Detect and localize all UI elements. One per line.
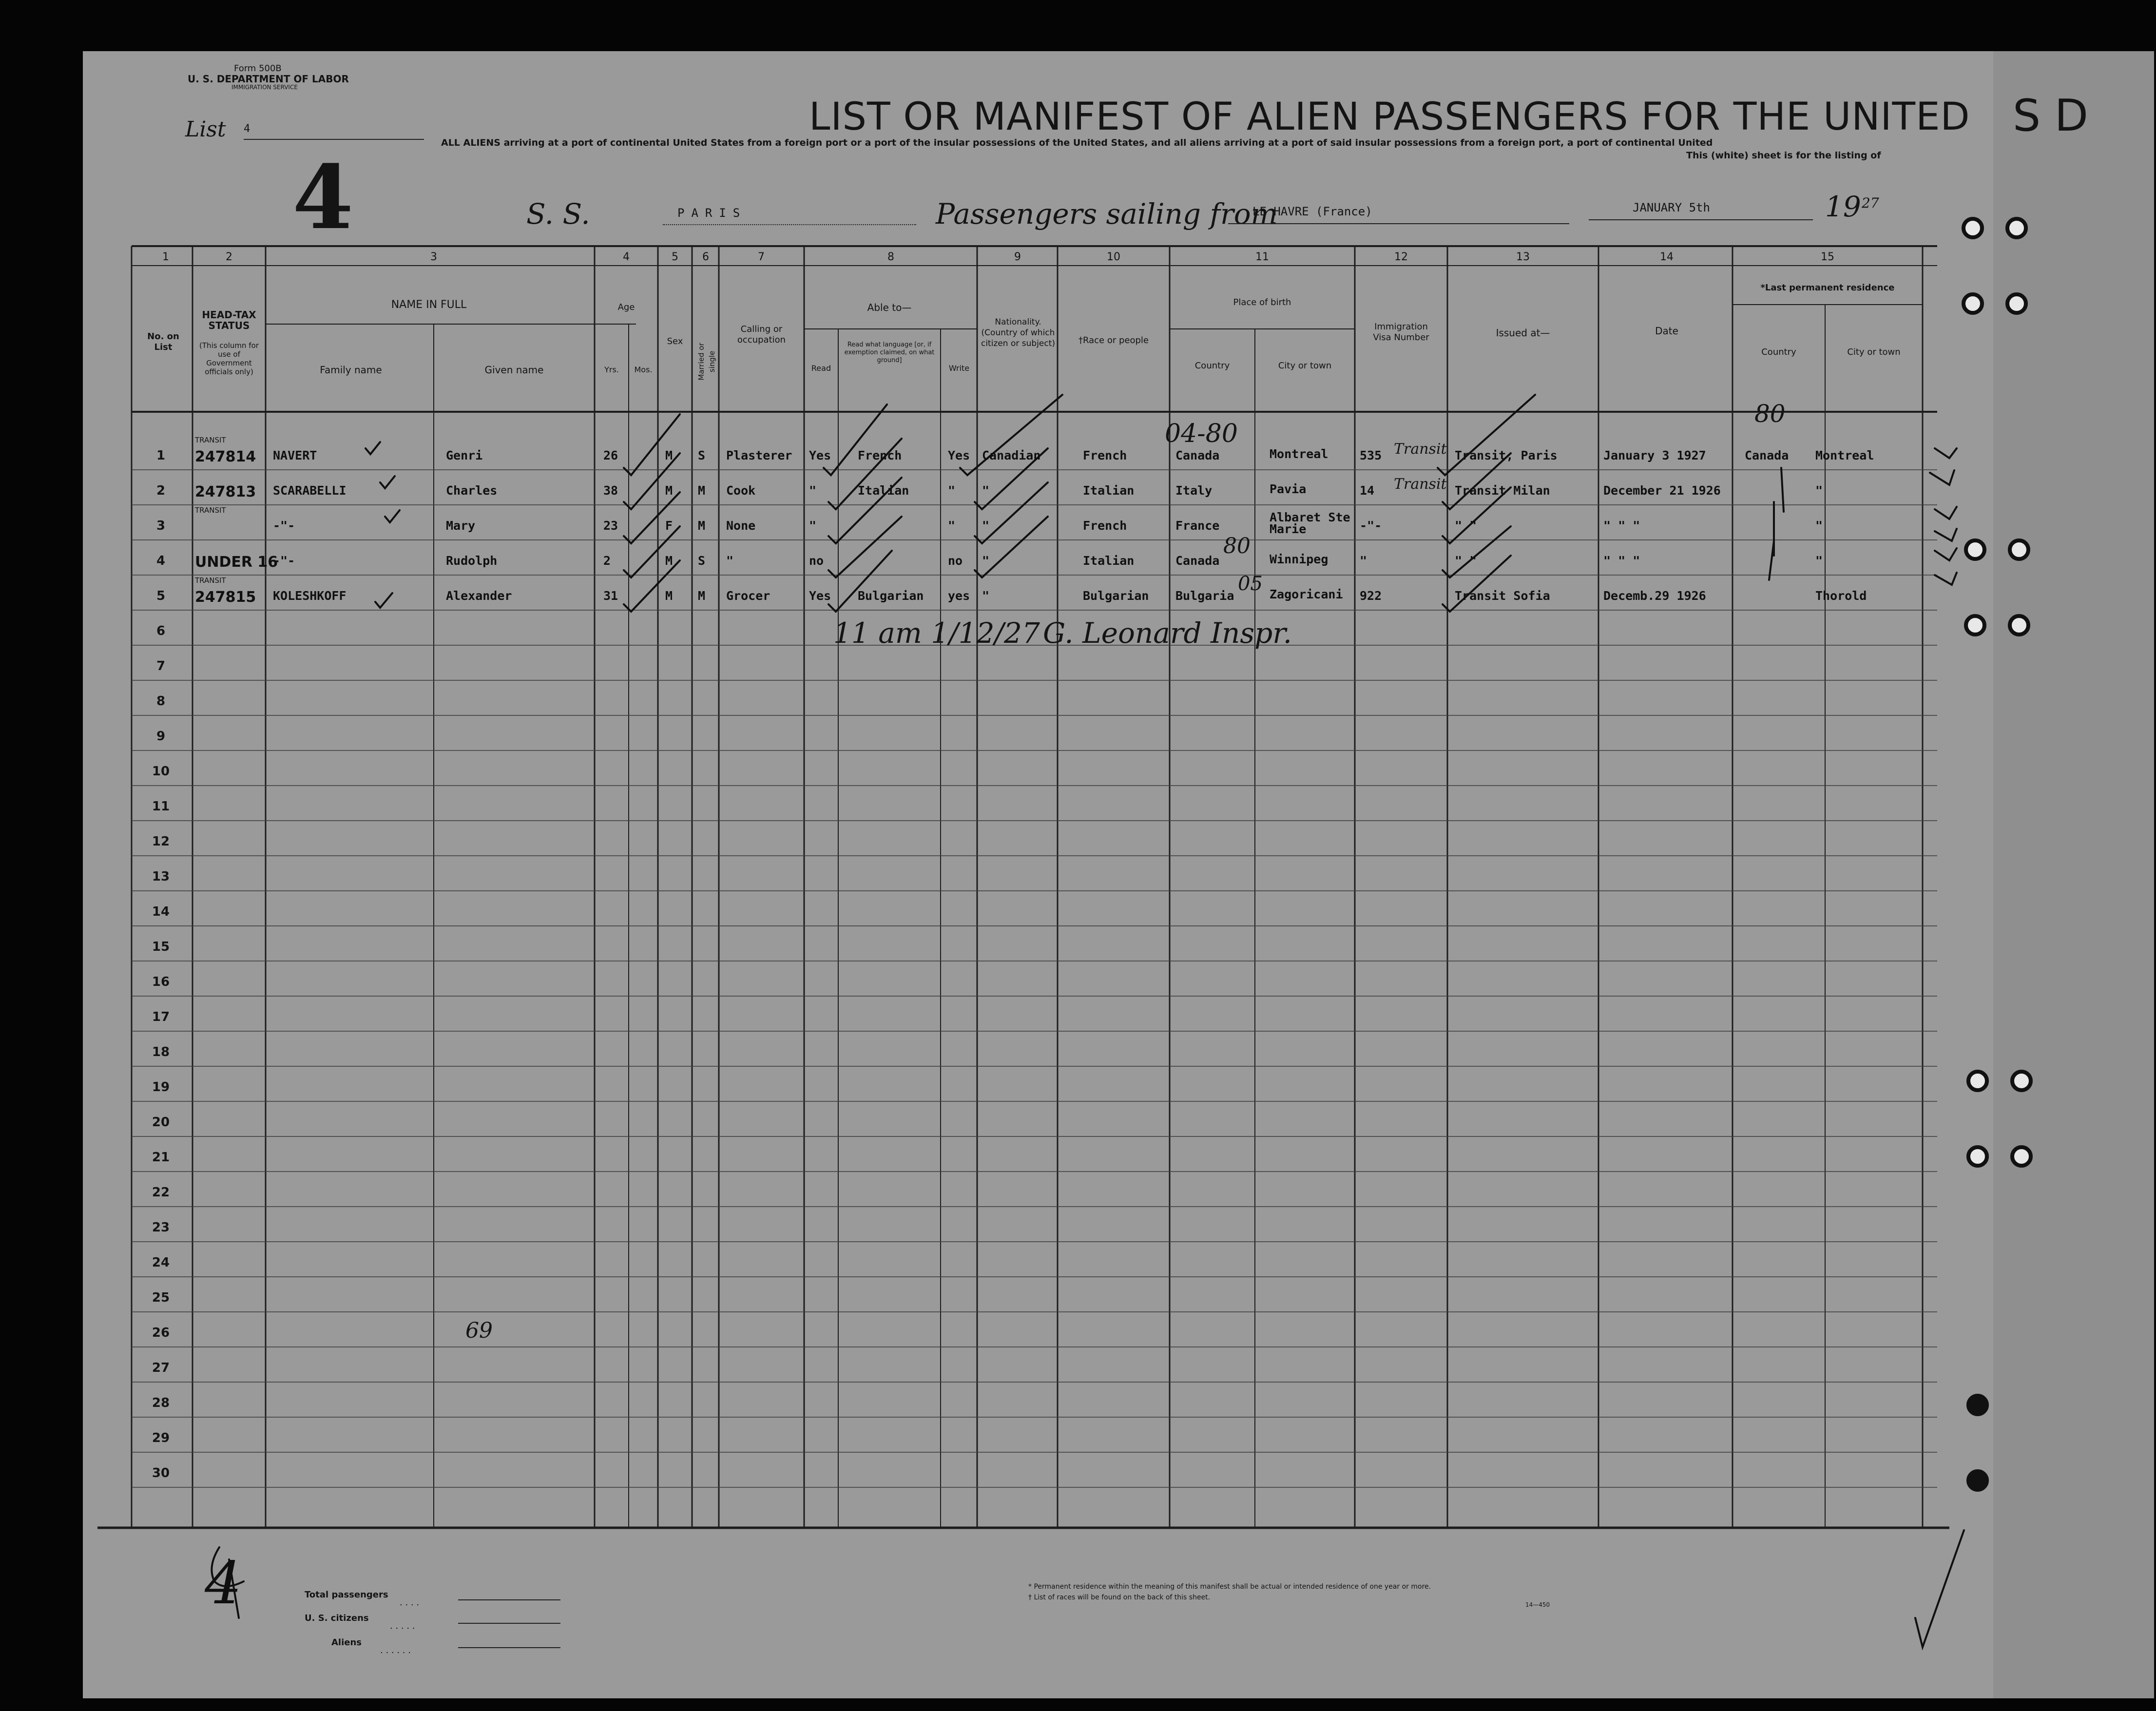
handwritten-mark-69: 69 bbox=[465, 1318, 493, 1343]
passenger-birth-city: Winnipeg bbox=[1270, 552, 1328, 566]
passenger-tax-stamp: TRANSIT bbox=[195, 576, 226, 585]
passenger-sex: F bbox=[665, 519, 673, 533]
binding-hole bbox=[1962, 292, 1984, 315]
passenger-yrs: 23 bbox=[603, 519, 618, 533]
header-nationality: Nationality. (Country of which citizen or subject) bbox=[981, 317, 1056, 348]
header-residence-city: City or town bbox=[1847, 347, 1901, 357]
ship-name: PARIS bbox=[677, 206, 747, 220]
passenger-given: Rudolph bbox=[446, 554, 498, 568]
row-number: 21 bbox=[152, 1150, 170, 1165]
footer-total-passengers-line bbox=[458, 1599, 560, 1600]
row-number: 10 bbox=[152, 764, 170, 779]
passenger-res-country: Canada bbox=[1745, 448, 1789, 462]
passenger-read: no bbox=[809, 554, 824, 568]
department-label: U. S. DEPARTMENT OF LABOR bbox=[188, 73, 349, 85]
passenger-birth-country: France bbox=[1175, 519, 1220, 533]
header-name-in-full: NAME IN FULL bbox=[391, 299, 467, 311]
passenger-birth-country: Canada bbox=[1175, 448, 1220, 462]
passenger-ms: M bbox=[698, 483, 706, 498]
header-read: Read bbox=[811, 364, 831, 373]
passenger-language: French bbox=[858, 448, 902, 462]
passenger-family: SCARABELLI bbox=[273, 483, 346, 498]
passenger-race: French bbox=[1083, 519, 1127, 533]
passenger-read: " bbox=[809, 483, 817, 498]
passenger-read: Yes bbox=[809, 589, 831, 603]
row-number: 7 bbox=[156, 659, 166, 673]
footer-dots-1: . . . . bbox=[400, 1597, 420, 1608]
row-number: 6 bbox=[156, 624, 166, 638]
passenger-race: Italian bbox=[1083, 483, 1135, 498]
row-number: 16 bbox=[152, 975, 170, 989]
passenger-occupation: Cook bbox=[726, 483, 756, 498]
header-age-years: Yrs. bbox=[604, 365, 619, 374]
passenger-nationality: " bbox=[982, 483, 990, 498]
binding-hole bbox=[2010, 1070, 2033, 1092]
passenger-res-city: " bbox=[1815, 519, 1823, 533]
binding-hole bbox=[1966, 1469, 1989, 1492]
year-suffix: 27 bbox=[1862, 195, 1879, 211]
passenger-birth-city: Montreal bbox=[1270, 447, 1328, 461]
header-immigration-visa-number: Immigration Visa Number bbox=[1373, 322, 1429, 343]
passenger-res-city: Thorold bbox=[1815, 589, 1867, 603]
adjacent-page-title-fragment: S D bbox=[2013, 90, 2089, 141]
handwritten-corner-4: 4 bbox=[205, 1550, 242, 1617]
header-place-of-birth: Place of birth bbox=[1233, 297, 1291, 308]
passenger-language: Bulgarian bbox=[858, 589, 924, 603]
passenger-date: " " " bbox=[1603, 554, 1640, 568]
footer-note-permanent-residence: * Permanent residence within the meaning of this manifest shall be actual or intended residence of one year or more. bbox=[1028, 1583, 1431, 1591]
manifest-page-number: 4 bbox=[292, 146, 354, 249]
passenger-sex: M bbox=[665, 589, 673, 603]
row-number: 20 bbox=[152, 1115, 170, 1130]
header-age-months: Mos. bbox=[634, 365, 653, 374]
footer-print-code: 14—450 bbox=[1525, 1601, 1550, 1608]
header-given-name: Given name bbox=[484, 364, 544, 376]
footer-note-races: † List of races will be found on the back of this sheet. bbox=[1028, 1594, 1211, 1601]
binding-hole bbox=[1966, 1145, 1989, 1168]
header-family-name: Family name bbox=[320, 364, 382, 376]
passenger-birth-country: Canada bbox=[1175, 554, 1220, 568]
column-number-15: 15 bbox=[1821, 251, 1834, 263]
header-read-language: Read what language [or, if exemption claimed, on what ground] bbox=[844, 341, 935, 364]
passenger-issued: Transit Sofia bbox=[1455, 589, 1550, 603]
manifest-title: LIST OR MANIFEST OF ALIEN PASSENGERS FOR THE UNITED bbox=[809, 95, 1970, 139]
list-label: List bbox=[185, 117, 226, 142]
passenger-tax: 247813 bbox=[195, 483, 256, 500]
passenger-occupation: Plasterer bbox=[726, 448, 792, 462]
row-number: 30 bbox=[152, 1466, 170, 1480]
passenger-race: French bbox=[1083, 448, 1127, 462]
row-number: 12 bbox=[152, 834, 170, 849]
passenger-nationality: " bbox=[982, 589, 990, 603]
passenger-ms: S bbox=[698, 448, 706, 462]
column-number-5: 5 bbox=[672, 251, 678, 263]
row-number: 22 bbox=[152, 1185, 170, 1200]
passenger-given: Mary bbox=[446, 519, 476, 533]
header-write: Write bbox=[948, 364, 970, 373]
binding-hole bbox=[1962, 217, 1984, 239]
header-married-or-single: Married or single bbox=[697, 343, 716, 381]
passenger-ms: M bbox=[698, 589, 706, 603]
row-number: 28 bbox=[152, 1396, 170, 1410]
inspector-signature: G. Leonard Inspr. bbox=[1043, 616, 1292, 650]
passenger-given: Alexander bbox=[446, 589, 512, 603]
passenger-sex: M bbox=[665, 483, 673, 498]
header-race-or-people: †Race or people bbox=[1078, 335, 1149, 346]
form-number: Form 500B bbox=[234, 63, 282, 74]
footer-aliens-line bbox=[458, 1647, 560, 1648]
passenger-write: no bbox=[948, 554, 963, 568]
column-number-13: 13 bbox=[1516, 251, 1530, 263]
manifest-subtitle-line1: ALL ALIENS arriving at a port of continental United States from a foreign port or a port of the insular possessions of the United States, and all aliens arriving at a port of said insular possessions from a foreign port, a port of continental United bbox=[441, 137, 1713, 148]
passenger-occupation: Grocer bbox=[726, 589, 770, 603]
passenger-no: 5 bbox=[156, 589, 166, 603]
header-sex: Sex bbox=[667, 336, 683, 346]
passenger-no: 2 bbox=[156, 483, 166, 498]
binding-hole bbox=[2005, 217, 2028, 239]
passenger-given: Genri bbox=[446, 448, 483, 462]
passenger-no: 4 bbox=[156, 554, 166, 568]
footer-us-citizens-line bbox=[458, 1623, 560, 1624]
list-value: 4 bbox=[244, 123, 250, 135]
manifest-subtitle-line2: This (white) sheet is for the listing of bbox=[1686, 150, 1881, 161]
header-last-permanent-residence: *Last permanent residence bbox=[1760, 283, 1895, 293]
column-number-11: 11 bbox=[1255, 251, 1269, 263]
header-birth-city: City or town bbox=[1278, 361, 1332, 371]
passenger-date: December 21 1926 bbox=[1603, 483, 1721, 498]
passenger-family: NAVERT bbox=[273, 448, 317, 462]
passenger-issued: Transit, Paris bbox=[1455, 448, 1558, 462]
handwritten-code-05: 05 bbox=[1238, 573, 1263, 595]
passenger-read: Yes bbox=[809, 448, 831, 462]
passenger-nationality: " bbox=[982, 554, 990, 568]
binding-hole bbox=[2010, 1145, 2033, 1168]
row-number: 24 bbox=[152, 1255, 170, 1270]
passenger-write: " bbox=[948, 519, 956, 533]
passenger-res-city: " bbox=[1815, 483, 1823, 498]
passenger-ms: S bbox=[698, 554, 706, 568]
binding-hole bbox=[2008, 538, 2030, 561]
handwritten-code-80-row4: 80 bbox=[1223, 534, 1251, 558]
passenger-issued: " " bbox=[1455, 554, 1477, 568]
passenger-date: January 3 1927 bbox=[1603, 448, 1706, 462]
header-issued-at: Issued at— bbox=[1496, 327, 1550, 339]
passenger-birth-country: Bulgaria bbox=[1175, 589, 1234, 603]
row-number: 26 bbox=[152, 1326, 170, 1340]
row-number: 15 bbox=[152, 940, 170, 954]
passenger-yrs: 26 bbox=[603, 448, 618, 462]
departure-port: LE HAVRE (France) bbox=[1252, 205, 1372, 218]
binding-hole bbox=[1966, 1070, 1989, 1092]
handwritten-time-note: 11 am 1/12/27 bbox=[833, 616, 1040, 650]
row-number: 14 bbox=[152, 904, 170, 919]
column-number-7: 7 bbox=[758, 251, 765, 263]
footer-aliens-label: Aliens bbox=[331, 1637, 362, 1648]
passenger-visa: -"- bbox=[1360, 519, 1382, 533]
sailing-from-label: Passengers sailing from bbox=[936, 197, 1278, 231]
header-age: Age bbox=[617, 302, 635, 312]
passenger-write: yes bbox=[948, 589, 970, 603]
passenger-ms: M bbox=[698, 519, 706, 533]
row-number: 18 bbox=[152, 1045, 170, 1059]
passenger-occupation: " bbox=[726, 554, 734, 568]
passenger-birth-country: Italy bbox=[1175, 483, 1213, 498]
passenger-nationality: " bbox=[982, 519, 990, 533]
row-number: 19 bbox=[152, 1080, 170, 1095]
column-number-6: 6 bbox=[702, 251, 709, 263]
column-number-1: 1 bbox=[162, 251, 169, 263]
passenger-yrs: 2 bbox=[603, 554, 611, 568]
passenger-language: Italian bbox=[858, 483, 909, 498]
column-number-8: 8 bbox=[887, 251, 894, 263]
passenger-write: Yes bbox=[948, 448, 970, 462]
binding-hole bbox=[1966, 1394, 1989, 1416]
footer-total-passengers-label: Total passengers bbox=[305, 1590, 388, 1600]
passenger-sex: M bbox=[665, 554, 673, 568]
year-prefix: 19 bbox=[1825, 190, 1861, 223]
passenger-visa: " bbox=[1360, 554, 1367, 568]
passenger-sex: M bbox=[665, 448, 673, 462]
ss-label: S. S. bbox=[526, 197, 590, 231]
passenger-date: " " " bbox=[1603, 519, 1640, 533]
passenger-date: Decemb.29 1926 bbox=[1603, 589, 1706, 603]
footer-dots-2: . . . . . bbox=[390, 1621, 415, 1631]
header-birth-country: Country bbox=[1194, 361, 1230, 371]
passenger-occupation: None bbox=[726, 519, 756, 533]
passenger-tax: UNDER 16 bbox=[195, 554, 278, 571]
passenger-family: -"- bbox=[273, 554, 295, 568]
passenger-visa: 535 bbox=[1360, 448, 1382, 462]
passenger-write: " bbox=[948, 483, 956, 498]
header-head-tax-status: HEAD-TAX STATUS bbox=[202, 309, 256, 331]
passenger-family: KOLESHKOFF bbox=[273, 589, 346, 603]
passenger-issued: Transit Milan bbox=[1455, 483, 1550, 498]
passenger-read: " bbox=[809, 519, 817, 533]
passenger-race: Bulgarian bbox=[1083, 589, 1149, 603]
binding-hole bbox=[2008, 614, 2030, 636]
handwritten-code-04-80: 04-80 bbox=[1165, 419, 1238, 448]
passenger-nationality: Canadian bbox=[982, 448, 1041, 462]
passenger-birth-city: Zagoricani bbox=[1270, 587, 1343, 601]
column-number-10: 10 bbox=[1107, 251, 1120, 263]
row-number: 27 bbox=[152, 1361, 170, 1375]
header-able-to: Able to— bbox=[867, 302, 912, 313]
row-number: 23 bbox=[152, 1220, 170, 1235]
header-residence-country: Country bbox=[1761, 347, 1796, 357]
passenger-no: 1 bbox=[156, 448, 166, 463]
column-number-4: 4 bbox=[623, 251, 630, 263]
row-number: 13 bbox=[152, 869, 170, 884]
service-label: IMMIGRATION SERVICE bbox=[231, 84, 298, 91]
passenger-yrs: 31 bbox=[603, 589, 618, 603]
row-number: 11 bbox=[152, 799, 170, 814]
passenger-visa-note: Transit bbox=[1394, 441, 1447, 458]
binding-hole bbox=[1964, 614, 1986, 636]
header-date: Date bbox=[1655, 325, 1678, 337]
column-number-9: 9 bbox=[1014, 251, 1021, 263]
footer-dots-3: . . . . . . bbox=[380, 1645, 411, 1655]
binding-hole bbox=[2005, 292, 2028, 315]
passenger-yrs: 38 bbox=[603, 483, 618, 498]
passenger-tax-stamp: TRANSIT bbox=[195, 506, 226, 515]
passenger-visa: 14 bbox=[1360, 483, 1375, 498]
header-head-tax-note: (This column for use of Government officials only) bbox=[199, 341, 259, 376]
handwritten-code-80: 80 bbox=[1754, 400, 1786, 428]
row-number: 29 bbox=[152, 1431, 170, 1445]
passenger-res-city: " bbox=[1815, 554, 1823, 568]
footer-us-citizens-label: U. S. citizens bbox=[305, 1613, 369, 1623]
column-number-14: 14 bbox=[1660, 251, 1674, 263]
passenger-given: Charles bbox=[446, 483, 498, 498]
column-number-12: 12 bbox=[1394, 251, 1408, 263]
row-number: 8 bbox=[156, 694, 166, 709]
passenger-race: Italian bbox=[1083, 554, 1135, 568]
passenger-res-city: Montreal bbox=[1815, 448, 1874, 462]
passenger-no: 3 bbox=[156, 519, 166, 533]
row-number: 9 bbox=[156, 729, 166, 744]
passenger-visa: 922 bbox=[1360, 589, 1382, 603]
header-calling-or-occupation: Calling or occupation bbox=[737, 324, 786, 345]
passenger-birth-city: Albaret Ste Marie bbox=[1270, 510, 1350, 536]
passenger-issued: " " bbox=[1455, 519, 1477, 533]
column-number-3: 3 bbox=[430, 251, 437, 263]
row-number: 25 bbox=[152, 1290, 170, 1305]
passenger-family: -"- bbox=[273, 519, 295, 533]
departure-date: JANUARY 5th bbox=[1633, 201, 1710, 214]
passenger-tax-stamp: TRANSIT bbox=[195, 436, 226, 444]
passenger-tax: 247815 bbox=[195, 589, 256, 606]
row-number: 17 bbox=[152, 1010, 170, 1024]
passenger-visa-note: Transit bbox=[1394, 476, 1447, 493]
binding-hole bbox=[1964, 538, 1986, 561]
passenger-tax: 247814 bbox=[195, 448, 256, 465]
passenger-birth-city: Pavia bbox=[1270, 482, 1307, 496]
column-number-2: 2 bbox=[226, 251, 232, 263]
header-no-on-list: No. on List bbox=[147, 331, 179, 352]
